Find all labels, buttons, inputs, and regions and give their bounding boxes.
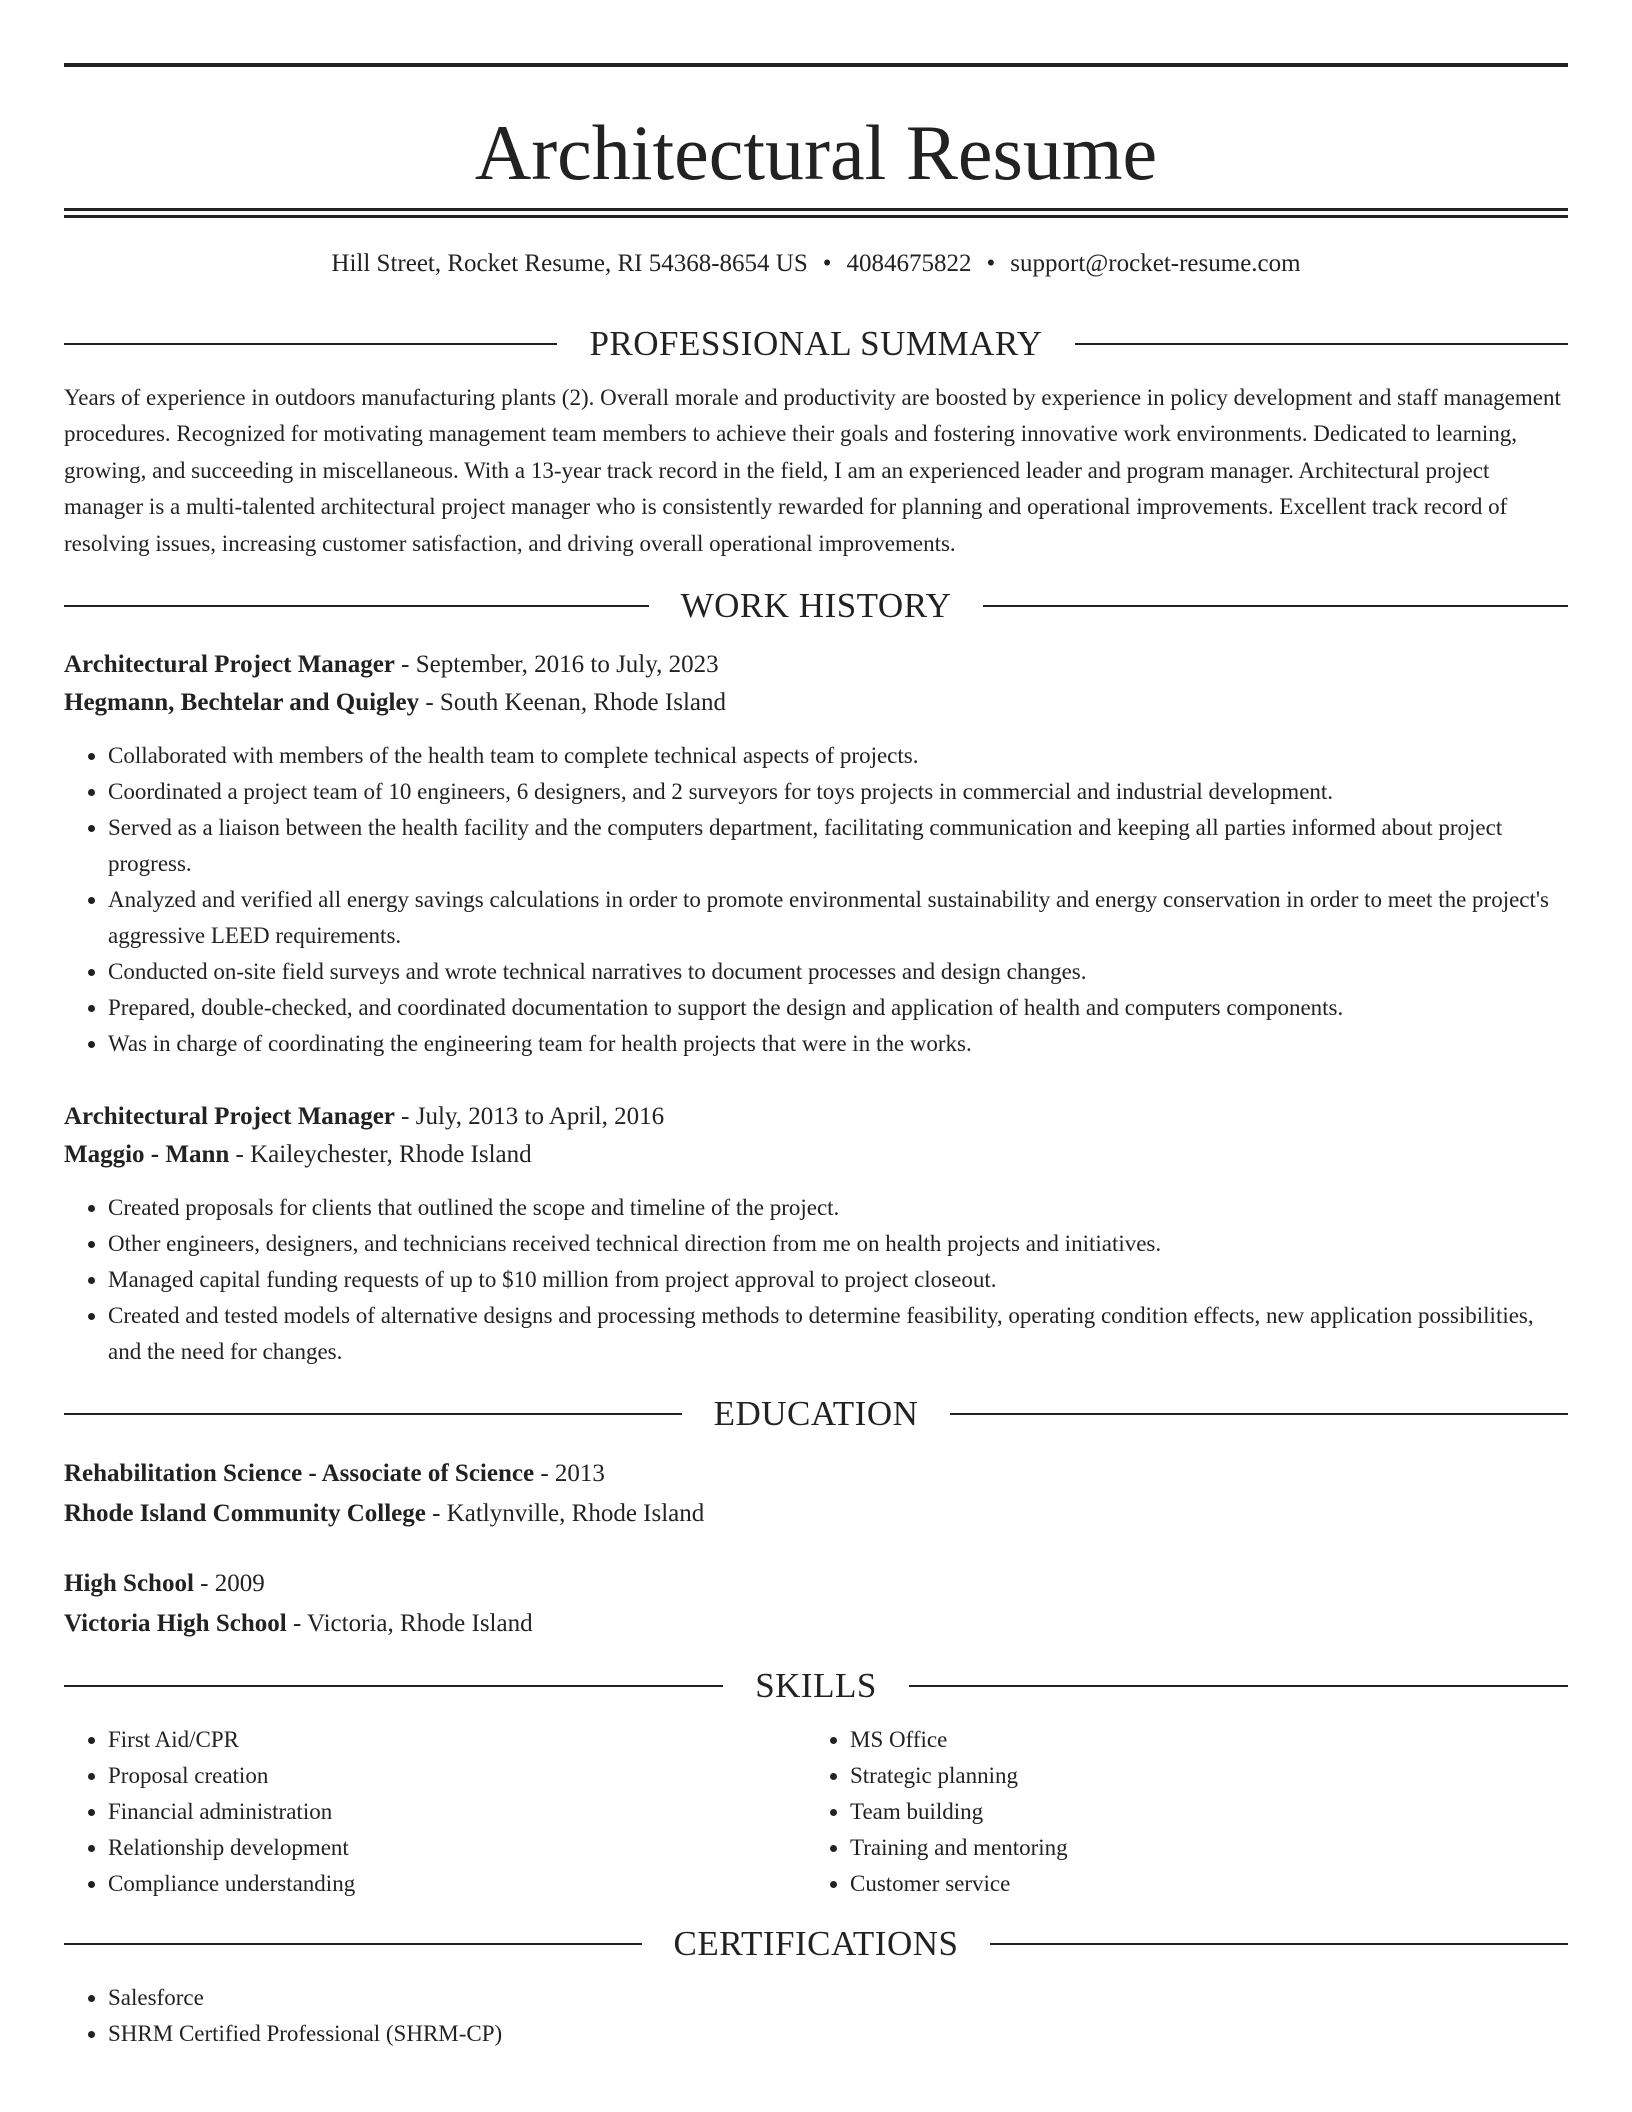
education-entry — [64, 1454, 1568, 1534]
job-dates: - July, 2013 to April, 2016 — [394, 1103, 665, 1131]
heading-rule — [64, 1413, 682, 1415]
list-item: • Was in charge of coordinating the engineering team for health projects that were in the works. — [108, 1026, 1568, 1062]
section-title: PROFESSIONAL SUMMARY — [589, 324, 1043, 363]
job-title-line — [64, 1098, 1568, 1136]
list-item: • Managed capital funding requests of up to $10 million from project approval to project closeout. — [108, 1262, 1568, 1298]
education-year: - 2013 — [534, 1460, 605, 1488]
job-bullets — [64, 738, 1568, 1062]
education-school: Rhode Island Community College — [64, 1500, 426, 1528]
heading-rule — [909, 1685, 1568, 1687]
list-item: • Conducted on-site field surveys and wrote technical narratives to document processes and design changes. — [108, 954, 1568, 990]
job-company-line — [64, 684, 1568, 722]
summary-text: Years of experience in outdoors manufacturing plants (2). Overall morale and productivity are boosted by experience in policy development and staff management procedures. Recognized for motivating management team members to achieve their goals and fostering innovative work environments. Dedicated to learning, growing, and succeeding in miscellaneous. With a 13-year track record in the field, I am an experienced leader and program manager. Architectural project manager is a multi-talented architectural project manager who is consistently rewarded for planning and operational improvements. Excellent track record of resolving issues, increasing customer satisfaction, and driving overall operational improvements. — [64, 385, 1561, 556]
list-item: • Created proposals for clients that outlined the scope and timeline of the project. — [108, 1190, 1568, 1226]
heading-rule — [64, 343, 557, 345]
job-company-line — [64, 1136, 1568, 1174]
contact-separator: • — [986, 250, 996, 277]
section-title: CERTIFICATIONS — [673, 1924, 959, 1964]
job-company: Maggio - Mann — [64, 1141, 230, 1169]
section-heading-summary — [64, 322, 1568, 366]
education-degree: Rehabilitation Science - Associate of Science — [64, 1460, 535, 1488]
job-dates: - September, 2016 to July, 2023 — [394, 651, 719, 679]
contact-phone: 4084675822 — [846, 250, 972, 277]
job-entry — [64, 646, 1568, 1062]
section-title: SKILLS — [755, 1666, 877, 1706]
contact-separator: • — [822, 250, 832, 277]
education-year: - 2009 — [193, 1570, 265, 1598]
certifications-list — [64, 1980, 1568, 2052]
section-heading-skills — [64, 1664, 1568, 1708]
education-degree: High School — [64, 1570, 194, 1598]
job-title-line — [64, 646, 1568, 684]
education-location: - Katlynville, Rhode Island — [425, 1500, 705, 1528]
education-entry — [64, 1564, 1568, 1644]
job-title: Architectural Project Manager — [64, 1103, 395, 1131]
list-item: • SHRM Certified Professional (SHRM-CP) — [108, 2016, 1568, 2052]
list-item: • Team building — [850, 1794, 1558, 1830]
job-bullets — [64, 1190, 1568, 1370]
list-item: • Compliance understanding — [108, 1866, 806, 1902]
section-title: EDUCATION — [713, 1394, 919, 1434]
list-item: • Financial administration — [108, 1794, 806, 1830]
education-degree-line — [64, 1564, 1568, 1604]
resume-page — [64, 0, 1568, 2052]
heading-rule — [983, 605, 1568, 607]
skills-list-left — [64, 1722, 806, 1902]
list-item: • Customer service — [850, 1866, 1558, 1902]
education-location: - Victoria, Rhode Island — [286, 1610, 533, 1638]
heading-rule — [1075, 343, 1568, 345]
heading-rule — [64, 605, 649, 607]
resume-title: Architectural Resume — [474, 109, 1158, 196]
job-location: - Kaileychester, Rhode Island — [229, 1141, 532, 1169]
education-school: Victoria High School — [64, 1610, 287, 1638]
contact-line — [64, 248, 1568, 280]
list-item: • Proposal creation — [108, 1758, 806, 1794]
top-rule — [64, 63, 1568, 67]
job-title: Architectural Project Manager — [64, 651, 395, 679]
education-degree-line — [64, 1454, 1568, 1494]
list-item: • Salesforce — [108, 1980, 1568, 2016]
list-item: • Prepared, double-checked, and coordinated documentation to support the design and application of health and computers components. — [108, 990, 1568, 1026]
list-item: • Relationship development — [108, 1830, 806, 1866]
heading-rule — [950, 1413, 1568, 1415]
contact-email: support@rocket-resume.com — [1010, 250, 1301, 277]
job-entry — [64, 1098, 1568, 1370]
title-double-rule — [64, 208, 1568, 218]
skills-list-right — [806, 1722, 1558, 1902]
section-heading-education — [64, 1392, 1568, 1436]
section-heading-work-history — [64, 584, 1568, 628]
education-school-line — [64, 1604, 1568, 1644]
list-item: • Other engineers, designers, and technicians received technical direction from me on health projects and initiatives. — [108, 1226, 1568, 1262]
heading-rule — [64, 1943, 642, 1945]
heading-rule — [990, 1943, 1568, 1945]
section-heading-certifications — [64, 1922, 1568, 1966]
job-location: - South Keenan, Rhode Island — [419, 689, 726, 717]
section-title: WORK HISTORY — [680, 586, 952, 626]
list-item: • Training and mentoring — [850, 1830, 1558, 1866]
list-item: • Analyzed and verified all energy savings calculations in order to promote environmental sustainability and energy conservation in order to meet the project's aggressive LEED requirements. — [108, 882, 1568, 954]
list-item: • MS Office — [850, 1722, 1558, 1758]
education-school-line — [64, 1494, 1568, 1534]
list-item: • Strategic planning — [850, 1758, 1558, 1794]
list-item: • Collaborated with members of the health team to complete technical aspects of projects. — [108, 738, 1568, 774]
skills-columns — [64, 1722, 1568, 1902]
certifications-block — [64, 1980, 1568, 2052]
contact-address: Hill Street, Rocket Resume, RI 54368-8654 US — [331, 250, 808, 277]
list-item: • Coordinated a project team of 10 engineers, 6 designers, and 2 surveyors for toys projects in commercial and industrial development. — [108, 774, 1568, 810]
list-item: • Served as a liaison between the health facility and the computers department, facilitating communication and keeping all parties informed about project progress. — [108, 810, 1568, 882]
list-item: • Created and tested models of alternative designs and processing methods to determine feasibility, operating condition effects, new application possibilities, and the need for changes. — [108, 1298, 1568, 1370]
list-item: • First Aid/CPR — [108, 1722, 806, 1758]
heading-rule — [64, 1685, 723, 1687]
job-company: Hegmann, Bechtelar and Quigley — [64, 689, 420, 717]
